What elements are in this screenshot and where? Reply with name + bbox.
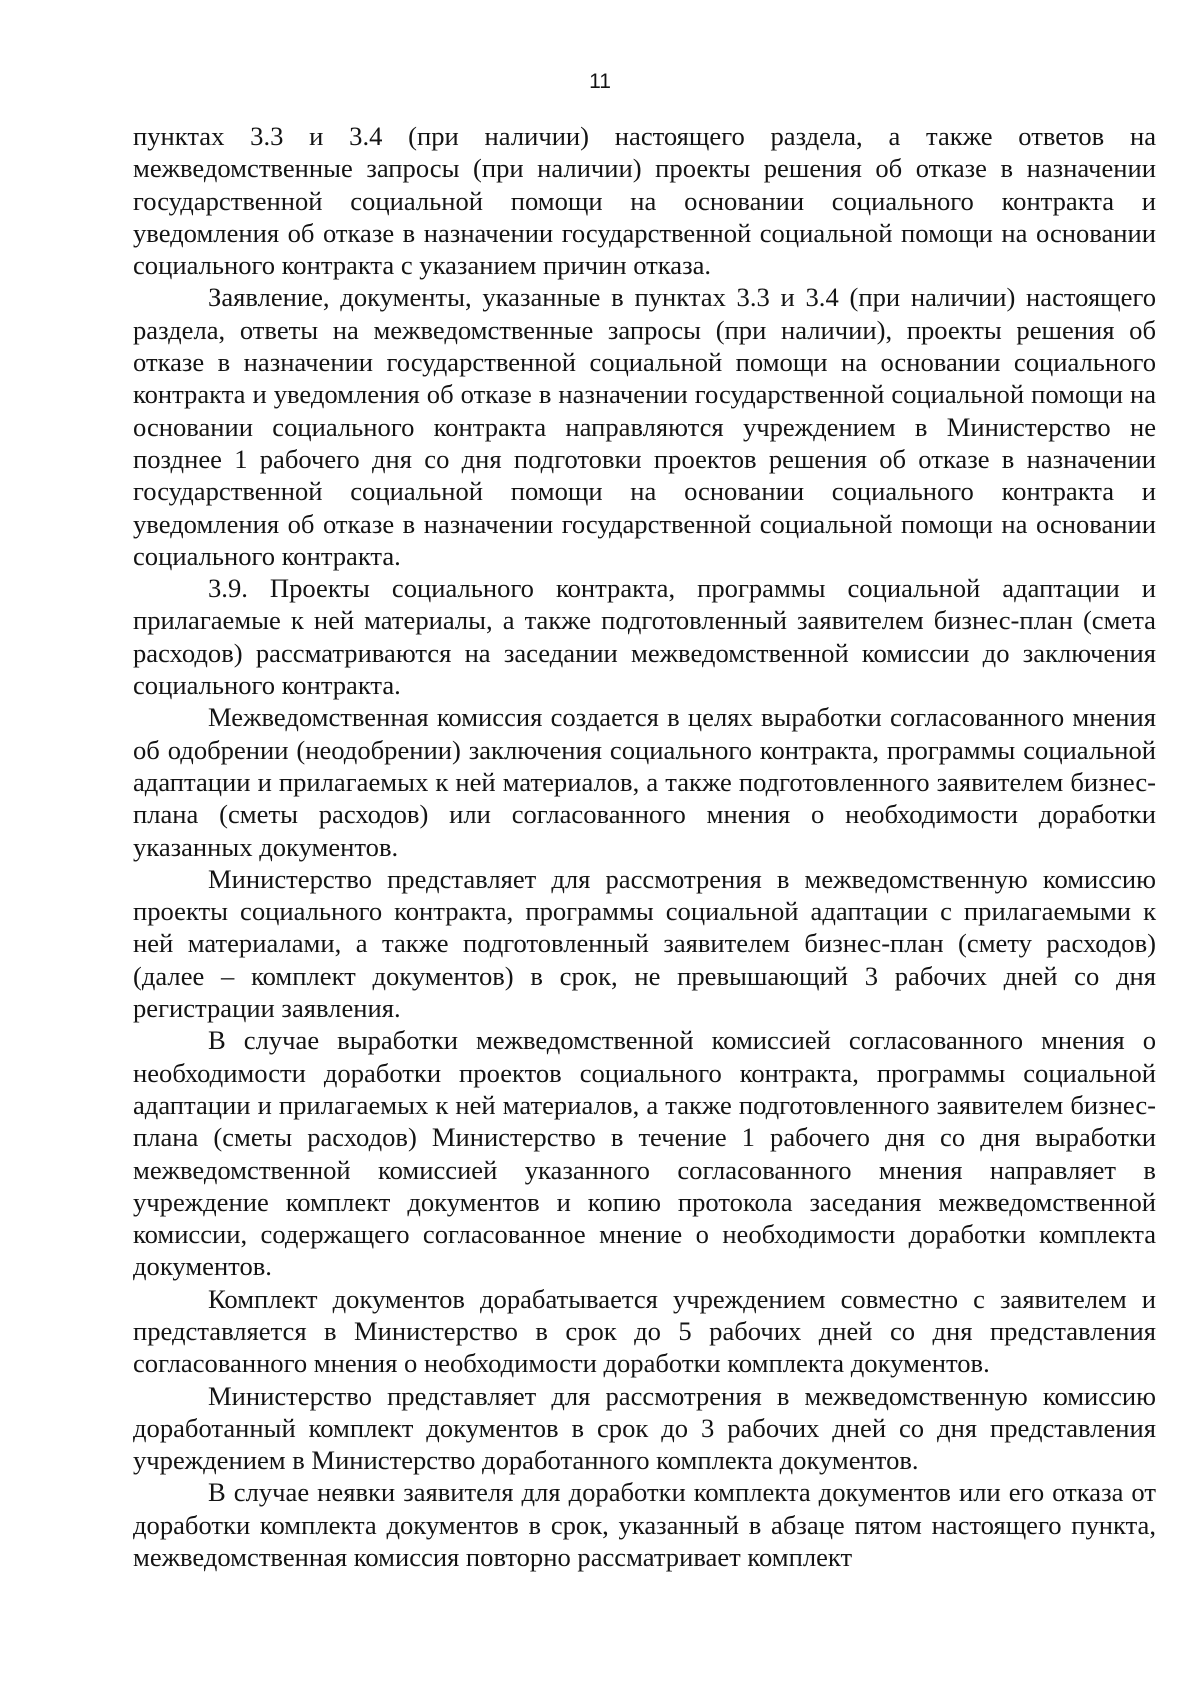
paragraph-documents-sent: Заявление, документы, указанные в пунктах 3.3 и 3.4 (при наличии) настоящего раздела, ответы на межведомственные запросы (при наличии), проекты решения об отказе в назначении государственной социальной помощи на основании социального контракта и уведомления об отказе в назначении государственной социальной помощи на основании социального контракта направляются учреждением в Министерство не позднее 1 рабочего дня со дня подготовки проектов решения об отказе в назначении государственной социальной помощи на основании социального контракта и уведомления об отказе в назначении государственной социальной помощи на основании социального контракта. bbox=[133, 282, 1156, 571]
paragraph-revised-submission: Министерство представляет для рассмотрения в межведомственную комиссию доработанный комплект документов в срок до 3 рабочих дней со дня представления учреждением в Министерство доработанного комплекта документов. bbox=[133, 1380, 1156, 1476]
paragraph-continued: пунктах 3.3 и 3.4 (при наличии) настоящего раздела, а также ответов на межведомственные запросы (при наличии) проекты решения об отказе в назначении государственной социальной помощи на основании социального контракта и уведомления об отказе в назначении государственной социальной помощи на основании социального контракта с указанием причин отказа. bbox=[133, 121, 1156, 281]
paragraph-revision-deadline: Комплект документов дорабатывается учреждением совместно с заявителем и представляется в Министерство в срок до 5 рабочих дней со дня представления согласованного мнения о необходимости доработки комплекта документов. bbox=[133, 1283, 1156, 1379]
page-number: 11 bbox=[589, 70, 611, 93]
paragraph-3-9: 3.9. Проекты социального контракта, программы социальной адаптации и прилагаемые к ней материалы, а также подготовленный заявителем бизнес-план (смета расходов) рассматриваются на заседании межведомственной комиссии до заключения социального контракта. bbox=[133, 573, 1156, 701]
document-body bbox=[133, 120, 1156, 1573]
paragraph-revision-needed: В случае выработки межведомственной комиссией согласованного мнения о необходимости доработки проектов социального контракта, программы социальной адаптации и прилагаемых к ней материалов, а также подготовленного заявителем бизнес-плана (сметы расходов) Министерство в течение 1 рабочего дня со дня выработки межведомственной комиссией указанного согласованного мнения направляет в учреждение комплект документов и копию протокола заседания межведомственной комиссии, содержащего согласованное мнение о необходимости доработки комплекта документов. bbox=[133, 1025, 1156, 1282]
paragraph-commission-purpose: Межведомственная комиссия создается в целях выработки согласованного мнения об одобрении (неодобрении) заключения социального контракта, программы социальной адаптации и прилагаемых к ней материалов, а также подготовленного заявителем бизнес-плана (сметы расходов) или согласованного мнения о необходимости доработки указанных документов. bbox=[133, 702, 1156, 862]
paragraph-ministry-submits: Министерство представляет для рассмотрения в межведомственную комиссию проекты социального контракта, программы социальной адаптации с прилагаемыми к ней материалами, а также подготовленный заявителем бизнес-план (смету расходов) (далее – комплект документов) в срок, не превышающий 3 рабочих дней со дня регистрации заявления. bbox=[133, 863, 1156, 1024]
paragraph-applicant-absence: В случае неявки заявителя для доработки комплекта документов или его отказа от доработки комплекта документов в срок, указанный в абзаце пятом настоящего пункта, межведомственная комиссия повторно рассматривает комплект bbox=[133, 1477, 1156, 1573]
